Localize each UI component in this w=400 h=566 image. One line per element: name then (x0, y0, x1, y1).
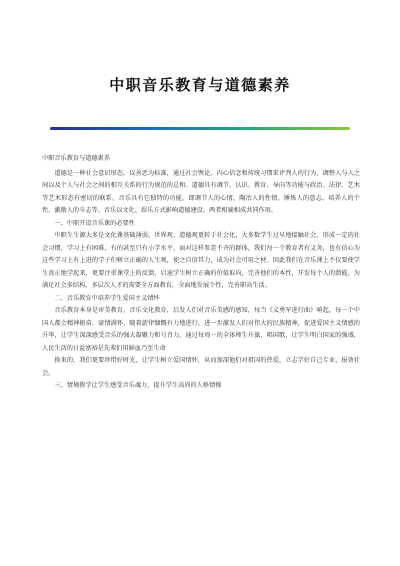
section-1-heading: 一、中职开设音乐课的必要性 (54, 219, 135, 227)
document-title: 中职音乐教育与道德素养 (109, 76, 291, 94)
document-subtitle: 中职音乐教育与道德素养 (42, 155, 111, 162)
section-1-paragraph: 中职生生源大多是文化课基础薄弱，世界观、道德观更转于社会化，大多数学生过早地接触社会，形成一定的社会习惯，学习上有困难，有的甚至只有小学水平，面对这样参差不齐的群体，我们每一个教育者有义务，也有信心为这些学习上有上进的学子们树立正确的人生观，使之自信其力，成为社会可用之材。因此我们在音乐课上不仅要使学生真正地学起来，更要注重课堂上的反馈，启迪学生树立正确的价值取向，完善他们的本性，开发每个人的潜能，为满足社会多结构、多层次人才的需要全方面教育，全面地发展个性，完善职高生活。 (42, 232, 360, 289)
document-body (42, 153, 360, 393)
section-2-paragraph: 音乐教育本身是审美教育，音乐文化教育，启发人们对音乐美感的感知，每当《义勇军进行曲》响起，每一个中国人都会精神振奋，豪情满怀，随着旋律慷慨有力地进行，进一步激发人们对伟大的民族精神，促进爱国主义情感的升华，让学生深深感受音乐的强大凝聚力和号召力。通过每周一的全体师生升旗，唱国歌，让学生明白国家的强盛，人民生活的日益富裕是先辈们用鲜血乃至生命 (42, 307, 360, 352)
intro-paragraph: 道德是一种社会意识形态，以善恶为标准，通过社会舆论、内心信念和传统习惯来评判人的行为，调整人与人之间以及个人与社会之间的相互关系的行为规范的总和。道德具有调节、认识、教育、导向等功能与政治、法律、艺术等艺术形态有密切的联系，音乐具有它独特的功能，即调节人的心情、陶冶人的性情、锤炼人的意志、培养人的个性、激励人的斗志等。音乐以文化、娱乐方式影响道德建设，两者相辅相成共同作用。 (42, 169, 360, 214)
section-2-heading: 二、音乐教育中培养学生爱国主义情怀 (54, 294, 160, 302)
section-2-paragraph-continued: 换来的，我们更要珍惜好时光，让学生树立爱国情怀，从而加深他们对祖国的热爱，立志学好自己专业，报效社会。 (42, 357, 360, 377)
section-3-heading: 三、情境教学让学生感受音乐魂力，提升学生高尚的人格情操 (54, 382, 222, 389)
title-divider (50, 127, 350, 130)
